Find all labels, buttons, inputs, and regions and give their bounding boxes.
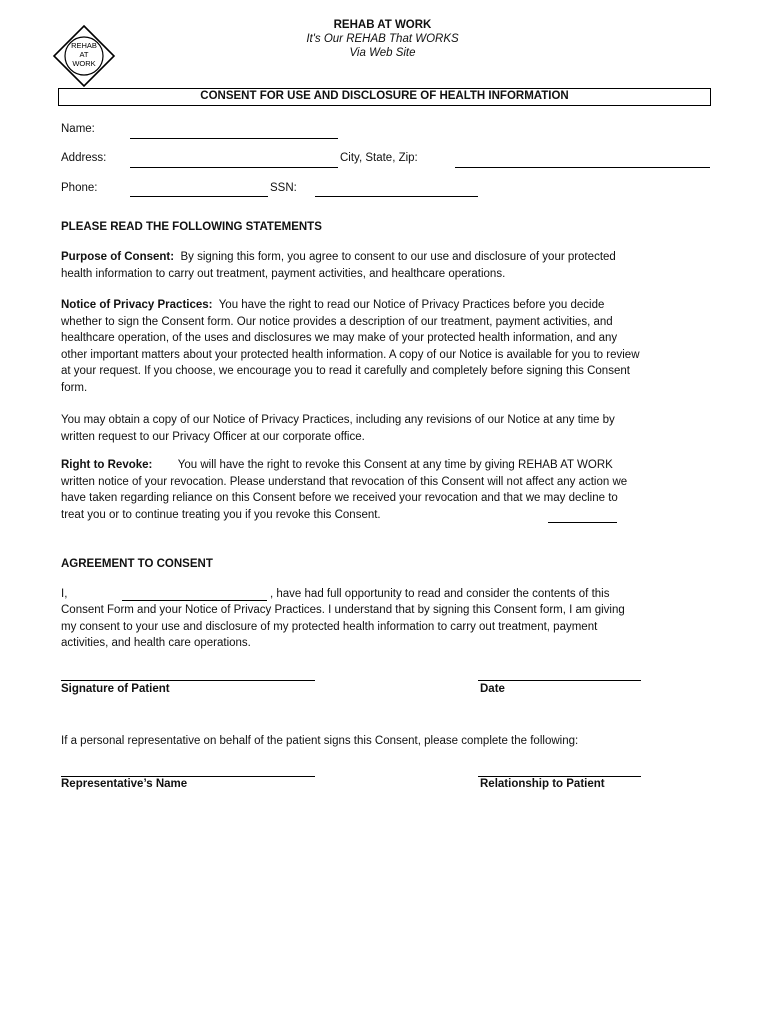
form-title: CONSENT FOR USE AND DISCLOSURE OF HEALTH INFORMATION [200, 90, 569, 102]
company-via: Via Web Site [349, 47, 416, 59]
date-field[interactable] [478, 680, 641, 681]
logo-text-1: REHAB [71, 41, 97, 50]
agreement-prefix: I, [61, 588, 68, 600]
notice-paragraph [61, 297, 641, 396]
logo-text-3: WORK [72, 59, 96, 68]
phone-field[interactable] [130, 196, 268, 197]
rep-instruction: If a personal representative on behalf of the patient signs this Consent, please complete the following: [61, 735, 579, 747]
agreement-text-rest: Consent Form and your Notice of Privacy Practices. I understand that by signing this Consent form, I am giving my consent to your use and disclosure of my protected health information to carry out treatment, payment activities, and health care operations. [61, 604, 625, 649]
revoke-initials-field[interactable] [548, 522, 617, 523]
address-field[interactable] [130, 167, 338, 168]
revoke-label: Right to Revoke: [61, 459, 153, 471]
notice-text: You have the right to read our Notice of Privacy Practices before you decide whether to sign the Consent form. Our notice provides a description of our treatment, payment activities, and healthcare operation, of the uses and disclosures we may make of your protected health information, and any other important matters about your protected health information. A copy of our Notice is available for you to review at your request. If you choose, we encourage you to read it carefully and completely before signing this Consent form. [61, 299, 640, 394]
address-label: Address: [61, 152, 107, 164]
city-state-zip-field[interactable] [455, 167, 710, 168]
name-field[interactable] [130, 138, 338, 139]
logo-text-2: AT [79, 50, 89, 59]
company-tagline: It's Our REHAB That WORKS [306, 33, 459, 45]
patient-name-field[interactable] [122, 600, 267, 601]
agreement-text-after: , have had full opportunity to read and consider the contents of this [270, 588, 610, 600]
obtain-paragraph: You may obtain a copy of our Notice of Privacy Practices, including any revisions of our Notice at any time by written request to our Privacy Officer at our corporate office. [61, 414, 615, 443]
ssn-field[interactable] [315, 196, 478, 197]
name-label: Name: [61, 123, 95, 135]
city-state-zip-label: City, State, Zip: [340, 152, 418, 164]
ssn-label: SSN: [270, 182, 297, 194]
revoke-paragraph [61, 457, 641, 523]
notice-label: Notice of Privacy Practices: [61, 299, 213, 311]
purpose-text: By signing this form, you agree to consent to our use and disclosure of your protected health information to carry out treatment, payment activities, and healthcare operations. [61, 251, 616, 280]
phone-label: Phone: [61, 182, 98, 194]
purpose-label: Purpose of Consent: [61, 251, 175, 263]
patient-signature-field[interactable] [61, 680, 315, 681]
revoke-text: You will have the right to revoke this Consent at any time by giving REHAB AT WORK written notice of your revocation. Please understand that revocation of this Consent will not affect any action we have taken regarding reliance on this Consent before we received your revocation and that we may decline to treat you or to continue treating you if you revoke this Consent. [61, 459, 628, 521]
relationship-label: Relationship to Patient [480, 778, 605, 790]
company-logo [52, 24, 116, 88]
rep-name-field[interactable] [61, 776, 315, 777]
date-label: Date [480, 683, 505, 695]
patient-signature-label: Signature of Patient [61, 683, 170, 695]
purpose-paragraph [61, 249, 641, 282]
company-name: REHAB AT WORK [333, 19, 432, 31]
rep-name-label: Representative’s Name [61, 778, 188, 790]
relationship-field[interactable] [478, 776, 641, 777]
agreement-heading: AGREEMENT TO CONSENT [61, 558, 213, 570]
read-heading: PLEASE READ THE FOLLOWING STATEMENTS [61, 221, 322, 233]
